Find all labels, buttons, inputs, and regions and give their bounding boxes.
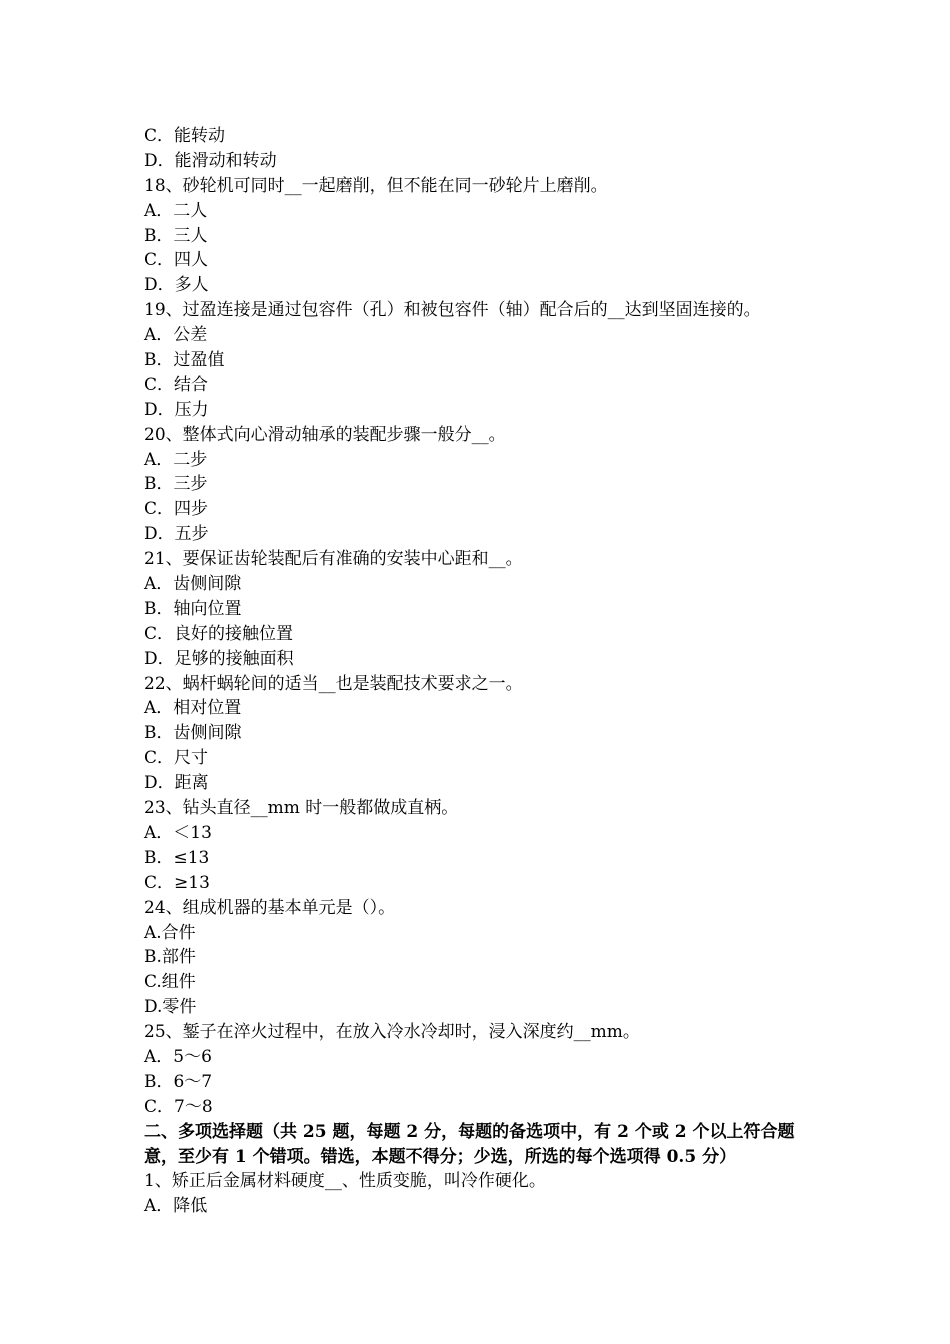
text-line: A．齿侧间隙 xyxy=(144,574,242,595)
text-line: D．压力 xyxy=(144,399,209,420)
text-line: 19、过盈连接是通过包容件（孔）和被包容件（轴）配合后的__达到坚固连接的。 xyxy=(144,300,761,321)
text-line: B．三人 xyxy=(144,225,208,246)
text-line: A．降低 xyxy=(144,1196,208,1217)
text-line: B．过盈值 xyxy=(144,350,225,371)
text-line: 1、矫正后金属材料硬度__、性质变脆，叫冷作硬化。 xyxy=(144,1171,546,1192)
text-line: 22、蜗杆蜗轮间的适当__也是装配技术要求之一。 xyxy=(144,673,523,694)
question-lines xyxy=(144,124,824,1120)
text-line: D．能滑动和转动 xyxy=(144,150,277,171)
text-line: B．≤13 xyxy=(144,847,210,868)
text-line: A．二人 xyxy=(144,200,208,221)
text-line: B．轴向位置 xyxy=(144,598,242,619)
text-line: C．能转动 xyxy=(144,126,226,146)
text-line: C．尺寸 xyxy=(144,748,209,769)
text-line: B．6～7 xyxy=(144,1071,213,1092)
text-line: D．距离 xyxy=(144,773,209,794)
text-line: C．≥13 xyxy=(144,872,210,893)
text-line: C.组件 xyxy=(144,972,196,993)
text-line: C．四步 xyxy=(144,499,209,520)
text-line: A．公差 xyxy=(144,325,208,346)
section-heading: 二、多项选择题（共 25 题，每题 2 分，每题的备选项中，有 2 个或 2 个以上符合题意，至少有 1 个错项。错选，本题不得分；少选，所选的每个选项得 0.5 分） xyxy=(144,1121,795,1167)
text-line: A．5～6 xyxy=(144,1046,212,1067)
text-line: B.部件 xyxy=(144,947,196,968)
text-line: B．三步 xyxy=(144,474,208,495)
text-line: D．足够的接触面积 xyxy=(144,648,294,669)
question-lines-after xyxy=(144,1169,824,1219)
text-line: D．多人 xyxy=(144,275,209,296)
text-line: D.零件 xyxy=(144,997,197,1018)
text-line: C．四人 xyxy=(144,250,209,271)
text-line: 21、要保证齿轮装配后有准确的安装中心距和__。 xyxy=(144,549,523,570)
document-body xyxy=(144,124,824,1219)
text-line: B．齿侧间隙 xyxy=(144,723,242,744)
text-line: A.合件 xyxy=(144,922,196,943)
text-line: 18、砂轮机可同时__一起磨削，但不能在同一砂轮片上磨削。 xyxy=(144,175,608,196)
text-line: 23、钻头直径__mm 时一般都做成直柄。 xyxy=(144,798,459,819)
text-line: 25、錾子在淬火过程中，在放入冷水冷却时，浸入深度约__mm。 xyxy=(144,1022,640,1043)
text-line: 24、组成机器的基本单元是（）。 xyxy=(144,897,396,918)
text-line: C．结合 xyxy=(144,374,209,395)
text-line: A．二步 xyxy=(144,449,208,470)
text-line: D．五步 xyxy=(144,524,209,545)
text-line: A．相对位置 xyxy=(144,698,242,719)
text-line: 20、整体式向心滑动轴承的装配步骤一般分__。 xyxy=(144,424,506,445)
text-line: A．＜13 xyxy=(144,822,212,843)
text-line: C．7～8 xyxy=(144,1096,213,1117)
text-line: C．良好的接触位置 xyxy=(144,623,294,644)
